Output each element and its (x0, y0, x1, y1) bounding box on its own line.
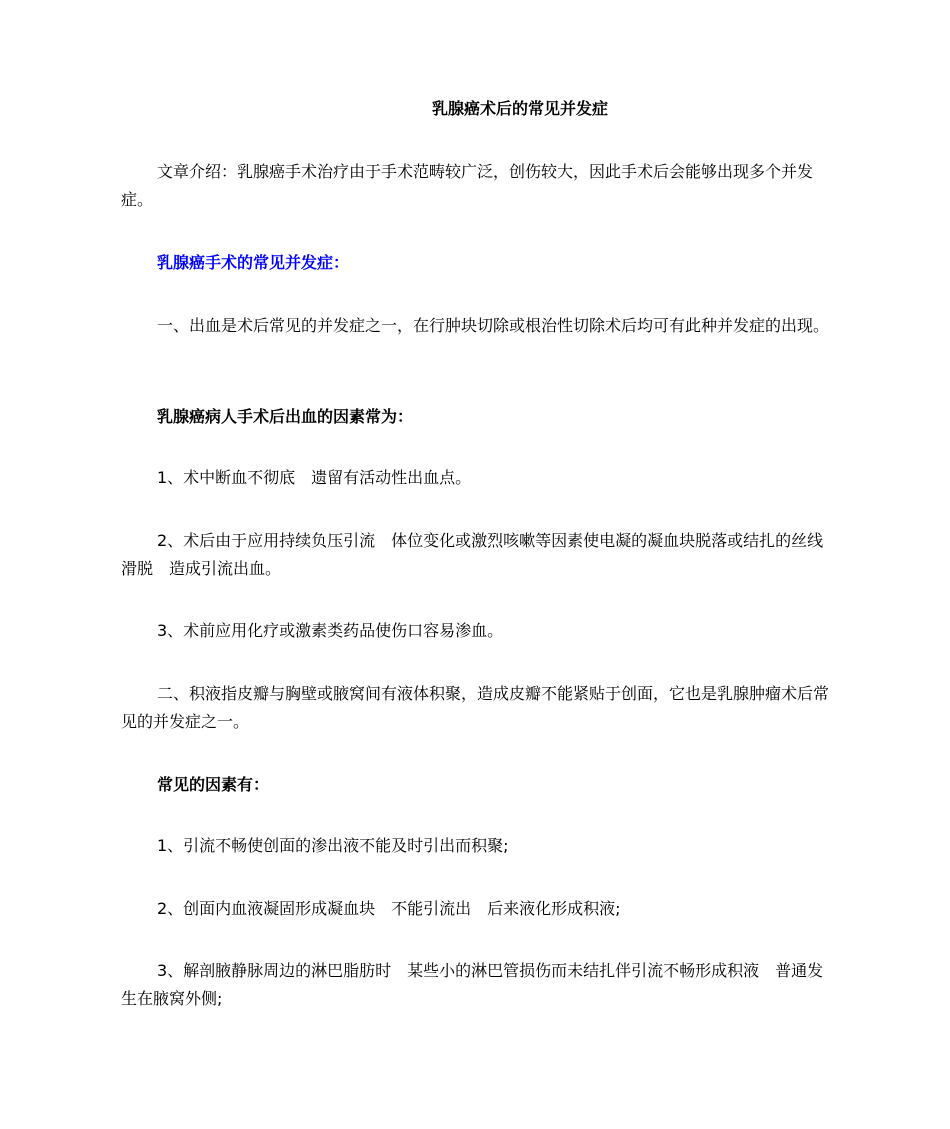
paragraph-effusion: 二、积液指皮瓣与胸壁或腋窝间有液体积聚，造成皮瓣不能紧贴于创面，它也是乳腺肿瘤术后常见的并发症之一。 (121, 684, 830, 731)
list-item-bleeding-3: 3、术前应用化疗或激素类药品使伤口容易渗血。 (157, 621, 504, 640)
list-item-effusion-2: 2、创面内血液凝固形成凝血块 不能引流出 后来液化形成积液; (157, 899, 621, 918)
list-item-bleeding-1: 1、术中断血不彻底 遗留有活动性出血点。 (157, 468, 472, 487)
paragraph-bleeding: 一、出血是术后常见的并发症之一，在行肿块切除或根治性切除术后均可有此种并发症的出现。 (157, 316, 830, 335)
document-title: 乳腺癌术后的常见并发症 (431, 99, 608, 118)
subheading-bleeding-causes: 乳腺癌病人手术后出血的因素常为： (157, 407, 414, 426)
list-item-effusion-3: 3、解剖腋静脉周边的淋巴脂肪时 某些小的淋巴管损伤而未结扎伴引流不畅形成积液 普通发生在腋窝外侧; (121, 961, 824, 1008)
subheading-effusion-causes: 常见的因素有： (157, 775, 270, 794)
list-item-effusion-1: 1、引流不畅使创面的渗出液不能及时引出而积聚; (157, 836, 509, 855)
list-item-bleeding-2: 2、术后由于应用持续负压引流 体位变化或激烈咳嗽等因素使电凝的凝血块脱落或结扎的丝线滑脱 造成引流出血。 (121, 531, 824, 578)
intro-paragraph: 文章介绍：乳腺癌手术治疗由于手术范畴较广泛，创伤较大，因此手术后会能够出现多个并发症。 (121, 162, 814, 209)
section-heading: 乳腺癌手术的常见并发症： (157, 253, 350, 272)
